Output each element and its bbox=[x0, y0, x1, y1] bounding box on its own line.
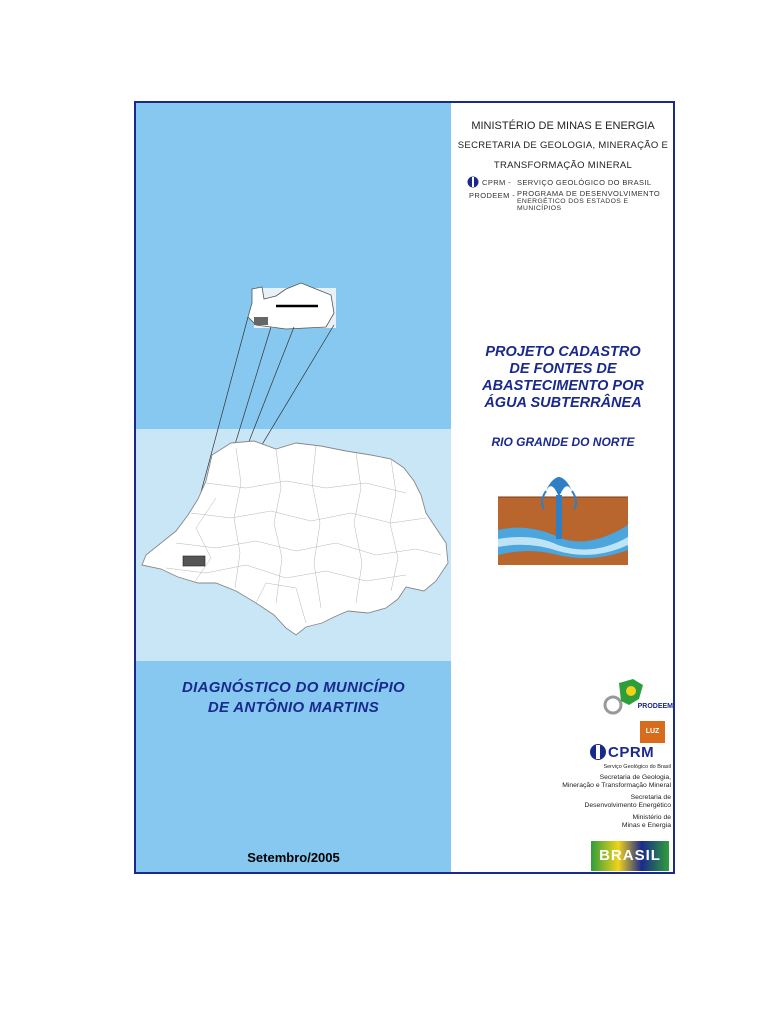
project-title-line2: DE FONTES DE bbox=[509, 361, 617, 377]
prodeem-logo-label: PRODEEM bbox=[637, 703, 673, 710]
cprm-description: SERVIÇO GEOLÓGICO DO BRASIL bbox=[517, 178, 652, 187]
cover-frame bbox=[134, 101, 675, 874]
project-title-line3: ABASTECIMENTO POR bbox=[482, 378, 644, 394]
secretariat-line2: TRANSFORMAÇÃO MINERAL bbox=[493, 160, 633, 171]
cprm-tagline: Serviço Geológico do Brasil bbox=[603, 764, 671, 770]
cprm-icon bbox=[467, 176, 479, 188]
region-title: RIO GRANDE DO NORTE bbox=[491, 435, 635, 449]
diagnosis-title-line1: DIAGNÓSTICO DO MUNICÍPIO bbox=[181, 679, 406, 696]
publication-date: Setembro/2005 bbox=[247, 850, 340, 865]
ministerio-line2: Minas e Energia bbox=[621, 822, 671, 829]
prodeem-description-line1: PROGRAMA DE DESENVOLVIMENTO bbox=[517, 189, 661, 198]
project-title-line1: PROJETO CADASTRO bbox=[485, 344, 641, 360]
cprm-logo-icon bbox=[589, 743, 607, 761]
sec-energ-line1: Secretaria de bbox=[630, 794, 671, 801]
secretariat-line1: SECRETARIA DE GEOLOGIA, MINERAÇÃO E bbox=[457, 140, 669, 151]
right-panel bbox=[451, 103, 675, 872]
sec-energ-line2: Desenvolvimento Energético bbox=[584, 802, 671, 809]
luz-para-todos-logo: LUZ bbox=[640, 721, 665, 743]
inset-map bbox=[248, 283, 336, 329]
prodeem-abbr: PRODEEM - bbox=[469, 191, 516, 200]
ministerio-line1: Ministério de bbox=[632, 814, 671, 821]
sec-geologia-line2: Mineração e Transformação Mineral bbox=[562, 782, 671, 789]
prodeem-description-line2: ENERGÉTICO DOS ESTADOS E MUNICÍPIOS bbox=[517, 198, 629, 212]
groundwater-illustration bbox=[498, 475, 628, 565]
left-panel bbox=[136, 103, 451, 872]
diagnosis-title-line2: DE ANTÔNIO MARTINS bbox=[207, 699, 380, 716]
cprm-abbr: CPRM - bbox=[482, 178, 512, 187]
rio-grande-do-norte-map bbox=[142, 441, 448, 635]
sec-geologia-line1: Secretaria de Geologia, bbox=[599, 774, 671, 781]
cprm-logo-text: CPRM bbox=[608, 744, 655, 761]
project-title-line4: ÁGUA SUBTERRÂNEA bbox=[484, 395, 642, 411]
ministry-heading: MINISTÉRIO DE MINAS E ENERGIA bbox=[471, 120, 655, 132]
brasil-government-logo: BRASIL bbox=[591, 841, 669, 871]
prodeem-logo bbox=[603, 675, 673, 719]
